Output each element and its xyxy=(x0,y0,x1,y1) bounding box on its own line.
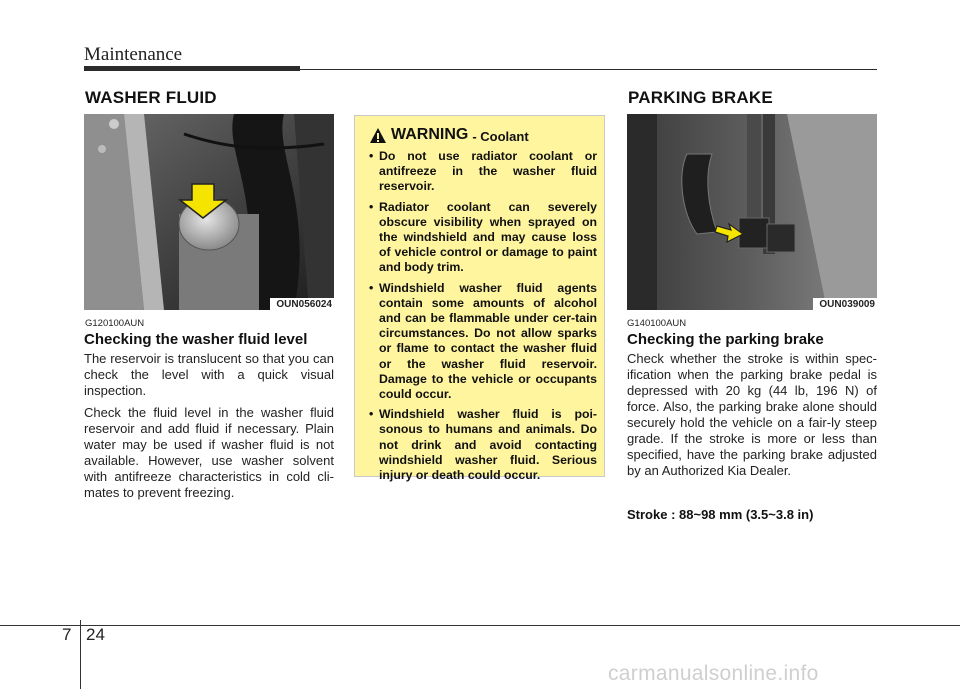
warning-item: • Radiator coolant can severely obscure visibility when sprayed on the windshield and may cause loss of vehicle control or damage to paint and body trim. xyxy=(369,200,597,276)
ref-code: G140100AUN xyxy=(627,318,687,329)
stroke-spec: Stroke : 88~98 mm (3.5~3.8 in) xyxy=(627,507,814,522)
washer-paragraph-2: Check the fluid level in the washer fluid reservoir and add fluid if necessary. Plain water may be used if washer fluid is not available. However, use washer solvent with antifreeze characteristics in cold cli-mates to prevent freezing. xyxy=(84,405,334,500)
header-bar xyxy=(84,66,300,71)
chapter-number: 7 xyxy=(62,625,72,644)
washer-body xyxy=(84,351,334,507)
parking-body xyxy=(627,351,877,485)
page-number: 24 xyxy=(86,625,105,644)
warning-title: WARNING xyxy=(391,126,469,143)
brake-pedal-illustration xyxy=(627,114,877,310)
parking-brake-photo xyxy=(627,114,877,310)
ref-code: G120100AUN xyxy=(85,318,145,329)
footer-divider xyxy=(80,620,81,689)
warning-subtitle: - Coolant xyxy=(472,128,529,144)
warning-box xyxy=(354,115,605,483)
footer-rule xyxy=(0,625,960,626)
washer-subheading: Checking the washer fluid level xyxy=(84,331,308,348)
warning-triangle-icon xyxy=(369,127,387,144)
warning-item: • Windshield washer fluid is poi-sonous to humans and animals. Do not drink and avoid contacting windshield washer fluid. Serious injury or death could occur. xyxy=(369,407,597,483)
warning-item: • Do not use radiator coolant or antifreeze in the washer fluid reservoir. xyxy=(369,149,597,195)
warning-header xyxy=(369,124,529,146)
washer-reservoir-photo xyxy=(84,114,334,310)
running-header: Maintenance xyxy=(84,44,183,65)
parking-paragraph: Check whether the stroke is within spec-ification when the parking brake pedal is depressed with 20 kg (44 lb, 196 N) of force. Also, the parking brake alone should securely hold the vehicle on a fair-ly steep grade. If the stroke is more or less than specified, have the parking brake adjusted by an Authorized Kia Dealer. xyxy=(627,351,877,478)
parking-brake-title: PARKING BRAKE xyxy=(628,88,773,107)
warning-item: • Windshield washer fluid agents contain some amounts of alcohol and can be flammable under cer-tain circumstances. Do not allow sparks or flame to contact the washer fluid or the washer fluid reservoir. Damage to the vehicle or occupants could occur. xyxy=(369,281,597,403)
engine-bay-illustration xyxy=(84,114,334,310)
washer-fluid-title: WASHER FLUID xyxy=(85,88,217,107)
parking-subheading: Checking the parking brake xyxy=(627,331,824,348)
watermark: carmanualsonline.info xyxy=(608,662,819,685)
header-rule xyxy=(300,69,877,70)
warning-list xyxy=(369,149,597,488)
washer-paragraph-1: The reservoir is translucent so that you can check the level with a quick visual inspection. xyxy=(84,351,334,398)
image-code-label: OUN039009 xyxy=(813,298,877,310)
image-code-label: OUN056024 xyxy=(270,298,334,310)
